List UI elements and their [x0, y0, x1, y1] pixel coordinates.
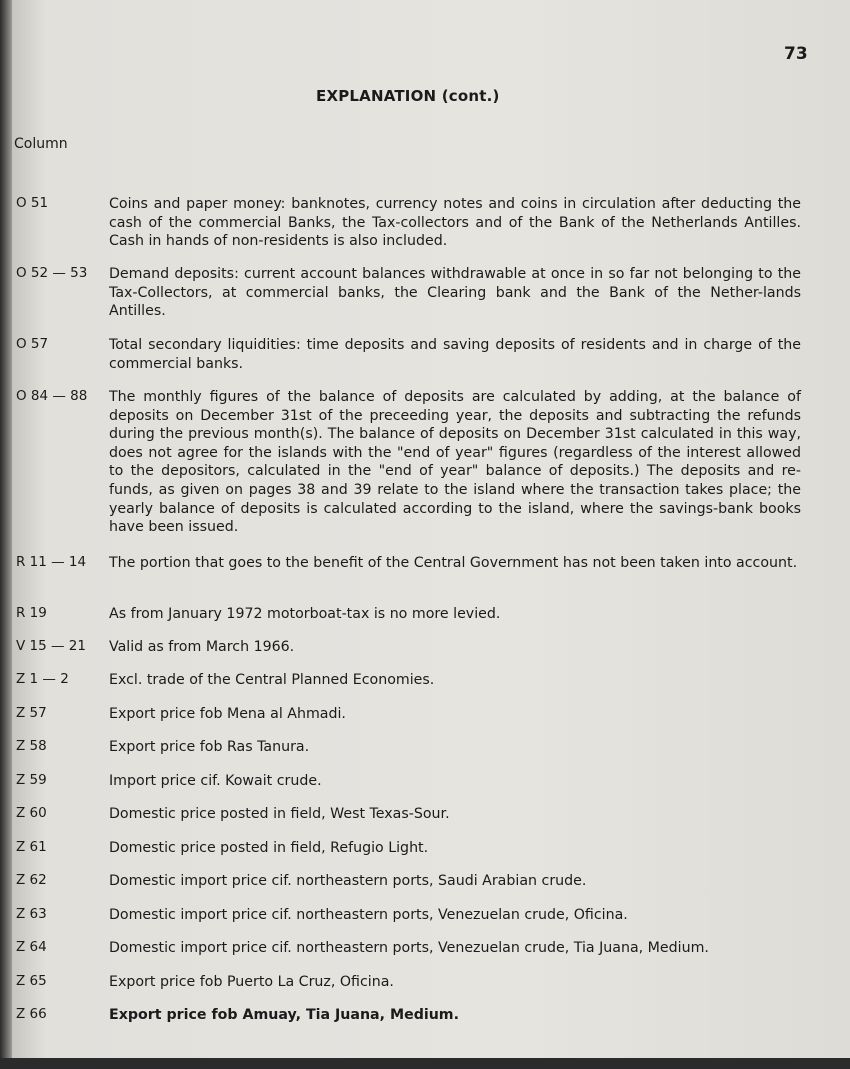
entry-text: The monthly figures of the balance of deposits are calculated by adding, at the balance of deposits on December 31st of the preceeding year, the deposits and subtracting the refunds during the previous month(s). The balance of deposits on December 31st calculated in this way, does not agree for the islands with the "end of year" figures (regardless of the interest allowed to the depositors, calculated in the "end of year" balance of deposits.) The deposits and re-funds, as given on pages 38 and 39 relate to the island where the transaction takes place; the yearly balance of deposits is calculated according to the island, where the savings-bank books have been issued. [109, 389, 801, 536]
entry-text: Total secondary liquidities: time deposits and saving deposits of residents and in charge of the commercial banks. [109, 337, 801, 372]
entry-code: Z 59 [16, 772, 47, 788]
entry-code: V 15 — 21 [16, 638, 86, 654]
entry-text: Import price cif. Kowait crude. [109, 773, 322, 789]
entry-code: Z 63 [16, 906, 47, 922]
entry-text: Export price fob Ras Tanura. [109, 739, 310, 755]
entry-text: Domestic import price cif. northeastern ports, Saudi Arabian crude. [109, 873, 587, 889]
entry-text: Valid as from March 1966. [109, 639, 295, 655]
entry-code: O 57 [16, 336, 49, 352]
entry-code: Z 64 [16, 939, 47, 955]
entry-code: O 84 — 88 [16, 388, 88, 404]
entry-text: As from January 1972 motorboat-tax is no more levied. [109, 606, 501, 622]
entry-code: R 11 — 14 [16, 554, 87, 570]
entry-text: The portion that goes to the benefit of the Central Government has not been taken into account. [109, 555, 798, 571]
entry-code: Z 65 [16, 973, 47, 989]
entry-code: Z 57 [16, 705, 47, 721]
entry-code: Z 61 [16, 839, 47, 855]
entry-text: Domestic import price cif. northeastern ports, Venezuelan crude, Tia Juana, Medium. [109, 940, 709, 956]
entry-code: Z 58 [16, 738, 47, 754]
page-number: 73 [784, 44, 808, 64]
entry-text: Demand deposits: current account balances withdrawable at once in so far not belonging to the Tax-Collectors, at commercial banks, the Clearing bank and the Bank of the Nether-lands Antilles. [109, 266, 801, 320]
book-binding [0, 0, 12, 1069]
entry-text: Export price fob Mena al Ahmadi. [109, 706, 346, 722]
entry-code: Z 62 [16, 872, 47, 888]
entry-code: O 51 [16, 195, 49, 211]
entry-text: Domestic price posted in field, West Texas-Sour. [109, 806, 450, 822]
entry-code: Z 1 — 2 [16, 671, 69, 687]
page-bottom-edge [0, 1058, 850, 1069]
entry-text: Domestic import price cif. northeastern ports, Venezuelan crude, Oficina. [109, 907, 628, 923]
entry-text: Excl. trade of the Central Planned Economies. [109, 672, 435, 688]
entry-code: R 19 [16, 605, 47, 621]
entry-text: Domestic price posted in field, Refugio Light. [109, 840, 429, 856]
column-header: Column [14, 136, 68, 152]
entry-text: Coins and paper money: banknotes, currency notes and coins in circulation after deducting the cash of the commercial Banks, the Tax-collectors and of the Bank of the Netherlands Antilles. Cash in hands of non-residents is also included. [109, 196, 801, 250]
entry-code: Z 66 [16, 1006, 47, 1022]
entry-code: O 52 — 53 [16, 265, 88, 281]
page-title: EXPLANATION (cont.) [316, 87, 500, 105]
entry-text: Export price fob Puerto La Cruz, Oficina. [109, 974, 394, 990]
entry-code: Z 60 [16, 805, 47, 821]
entry-text: Export price fob Amuay, Tia Juana, Medium. [109, 1007, 459, 1023]
